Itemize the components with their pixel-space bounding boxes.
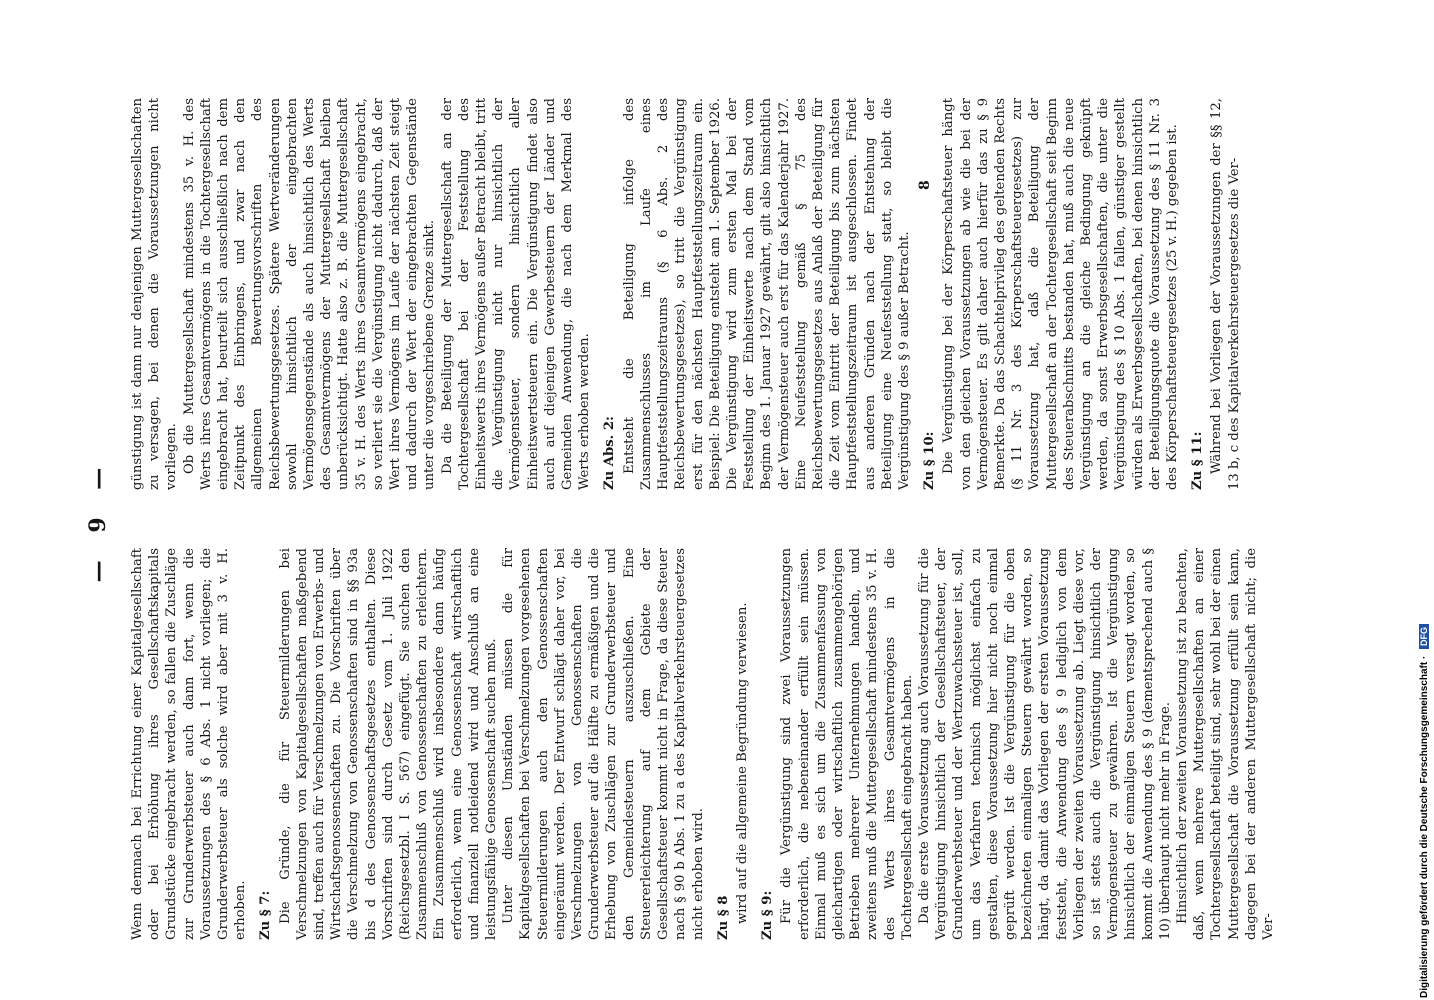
paragraph: günstigung ist dann nur denjenigen Muttergesellschaften zu versagen, bei denen die Voraussetzungen nicht vorliegen. (130, 98, 180, 490)
page-number: — 9 — (85, 457, 111, 583)
paragraph: Da die erste Voraussetzung auch Voraussetzung für die Vergünstigung hinsichtlich der Gesellschaftsteuer, der Grunderwerbsteuer und der Wertzuwachssteuer ist, soll, um das Verfahren technisch möglichst einfach zu gestalten, diese Voraussetzung hier nicht noch einmal geprüft werden. Ist die Vergünstigung für die oben bezeichneten einmaligen Steuern gewährt worden, so hängt, da damit das Vorliegen der ersten Voraussetzung feststeht, die Anwendung des § 9 lediglich von dem Vorliegen der zweiten Voraussetzung ab. Liegt diese vor, so ist stets auch die Vergünstigung hinsichtlich der Vermögensteuer zu gewähren. Ist die Vergünstigung hinsichtlich der einmaligen Steuern versagt worden, so kommt die Anwendung des § 9 (dementsprechend auch § 10) überhaupt nicht mehr in Frage. (916, 548, 1173, 940)
section-heading: Zu § 8 (715, 895, 731, 940)
right-text-column (129, 98, 1242, 490)
paragraph: Ob die Muttergesellschaft mindestens 35 v. H. des Werts ihres Gesamtvermögens in die Tochtergesellschaft eingebracht hat, beurteilt sich ausschließlich nach dem Zeitpunkt des Einbringens, und zwar nach den allgemeinen Bewertungsvorschriften des Reichsbewertungsgesetzes. Spätere Wertveränderungen sowohl hinsichtlich der eingebrachten Vermögensgegenstände als auch hinsichtlich des Werts des Gesamtvermögens der Muttergesellschaft bleiben unberücksichtigt. Hatte also z. B. die Muttergesellschaft 35 v. H. des Werts ihres Gesamtvermögens eingebracht, so verliert sie die Vergünstigung nicht dadurch, daß der Wert ihres Vermögens im Laufe der nächsten Zeit steigt und dadurch der Wert der eingebrachten Gegenstände unter die vorgeschriebene Grenze sinkt. (181, 98, 438, 490)
section-heading: Zu § 10: (922, 431, 938, 490)
signature-mark: 8 (917, 180, 933, 190)
paragraph: wird auf die allgemeine Begründung verwiesen. (734, 602, 750, 924)
digitization-credit (1419, 8, 1431, 998)
section-heading: Zu § 7: (258, 890, 274, 940)
paragraph: Die Vergünstigung bei der Körperschaftsteuer hängt von den gleichen Voraussetzungen ab wie die bei der Vermögensteuer. Es gilt daher auch hierfür das zu § 9 Bemerkte. Da das Schachtelprivileg des geltenden Rechts (§ 11 Nr. 3 des Körperschaftsteuergesetzes) zur Voraussetzung hat, daß die Beteiligung der Muttergesellschaft an der Tochtergesellschaft seit Beginn des Steuerabschnitts bestanden hat, muß auch die neue Vergünstigung an die gleiche Bedingung geknüpft werden, da sonst Erwerbsgesellschaften, die unter die Vergünstigung des § 10 Abs. 1 fallen, günstiger gestellt würden als Erwerbsgesellschaften, bei denen hinsichtlich der Beteiligungsquote die Voraussetzung des § 11 Nr. 3 des Körperschaftsteuergesetzes (25 v. H.) gegeben ist. (941, 98, 1180, 490)
paragraph: Die Gründe, die für Steuermilderungen bei Verschmelzungen von Kapitalgesellschaften maßgebend sind, treffen auch für Verschmelzungen von Erwerbs- und Wirtschaftsgenossenschaften zu. Die Vorschriften über die Verschmelzung von Genossenschaften sind in §§ 93a bis d des Genossenschaftsgesetzes enthalten. Diese Vorschriften sind durch Gesetz vom 1. Juli 1922 (Reichsgesetzbl. I S. 567) eingefügt. Sie suchen den Zusammenschluß von Genossenschaften zu erleichtern. Ein Zusammenschluß wird insbesondere dann häufig erforderlich, wenn eine Genossenschaft wirtschaftlich und finanziell notleidend wird und Anschluß an eine leistungsfähige Genossenschaft suchen muß. (277, 548, 500, 940)
paragraph: Entsteht die Beteiligung infolge des Zusammenschlusses im Laufe eines Hauptfeststellungszeitraums (§ 6 Abs. 2 des Reichsbewertungsgesetzes), so tritt die Vergünstigung erst für den nächsten Hauptfeststellungszeitraum ein. Beispiel: Die Beteiligung entsteht am 1. September 1926. Die Vergünstigung wird zum ersten Mal bei der Feststellung der Einheitswerte nach dem Stand vom Beginn des 1. Januar 1927 gewährt, gilt also hinsichtlich der Vermögensteuer auch erst für das Kalenderjahr 1927. Eine Neufeststellung gemäß § 75 des Reichsbewertungsgesetzes aus Anlaß der Beteiligung für die Zeit vom Eintritt der Beteiligung bis zum nächsten Hauptfeststellungszeitraum ist ausgeschlossen. Findet aus anderen Gründen nach der Entstehung der Beteiligung eine Neufeststellung statt, so bleibt die Vergünstigung des § 9 außer Betracht. (621, 98, 912, 490)
rotated-document-sheet (85, 80, 1375, 960)
section-heading: Zu Abs. 2: (602, 416, 618, 490)
credit-line (1419, 8, 1430, 998)
paragraph: Während bei Vorliegen der Voraussetzungen der §§ 12, 13 b, c des Kapitalverkehrsteuergesetzes die Ver- (1209, 98, 1242, 490)
paragraph: Hinsichtlich der zweiten Voraussetzung ist zu beachten, daß, wenn mehrere Muttergesellschaften an einer Tochtergesellschaft beteiligt sind, sehr wohl bei der einen Muttergesellschaft die Voraussetzung erfüllt sein kann, dagegen bei der anderen Muttergesellschaft nicht; die Ver- (1174, 548, 1276, 940)
page-header (85, 80, 125, 960)
dfg-logo: DFG (1419, 624, 1429, 649)
paragraph: Da die Beteiligung der Muttergesellschaft an der Tochtergesellschaft bei der Feststellung des Einheitswerts ihres Vermögens außer Betracht bleibt, tritt die Vergünstigung nicht nur hinsichtlich der Vermögensteuer, sondern hinsichtlich aller Einheitswertsteuern ein. Die Vergünstigung findet also auch auf diejenigen Gewerbesteuern der Länder und Gemeinden Anwendung, die nach dem Merkmal des Werts erhoben werden. (439, 98, 593, 490)
credit-text: Digitalisierung gefördert durch die Deutsche Forschungsgemeinschaft · (1419, 655, 1430, 998)
paragraph: Wenn demnach bei Errichtung einer Kapitalgesellschaft oder bei Erhöhung ihres Gesellschaftskapitals Grundstücke eingebracht werden, so fallen die Zuschläge zur Grunderwerbsteuer auch dann fort, wenn die Voraussetzungen des § 6 Abs. 1 nicht vorliegen; die Grunderwerbsteuer als solche wird aber mit 3 v. H. erhoben. (130, 548, 249, 940)
paragraph: Für die Vergünstigung sind zwei Voraussetzungen erforderlich, die nebeneinander erfüllt sein müssen. Einmal muß es sich um die Zusammenfassung von gleichartigen oder wirtschaftlich zusammengehörigen Betrieben mehrerer Unternehmungen handeln, und zweitens muß die Muttergesellschaft mindestens 35 v. H. des Werts ihres Gesamtvermögens in die Tochtergesellschaft eingebracht haben. (779, 548, 915, 940)
section-heading: Zu § 11: (1190, 431, 1206, 490)
section-heading: Zu § 9: (760, 890, 776, 940)
paragraph: Unter diesen Umständen müssen die für Kapitalgesellschaften bei Verschmelzungen vorgesehenen Steuermilderungen auch den Genossenschaften eingeräumt werden. Der Entwurf schlägt daher vor, bei Verschmelzungen von Genossenschaften die Grunderwerbsteuer auf die Hälfte zu ermäßigen und die Erhebung von Zuschlägen zur Grunderwerbsteuer und den Gemeindesteuern auszuschließen. Eine Steuererleichterung auf dem Gebiete der Gesellschaftsteuer kommt nicht in Frage, da diese Steuer nach § 90 b Abs. 1 zu a des Kapitalverkehrsteuergesetzes nicht erhoben wird. (501, 548, 706, 940)
left-text-column (129, 548, 1276, 940)
